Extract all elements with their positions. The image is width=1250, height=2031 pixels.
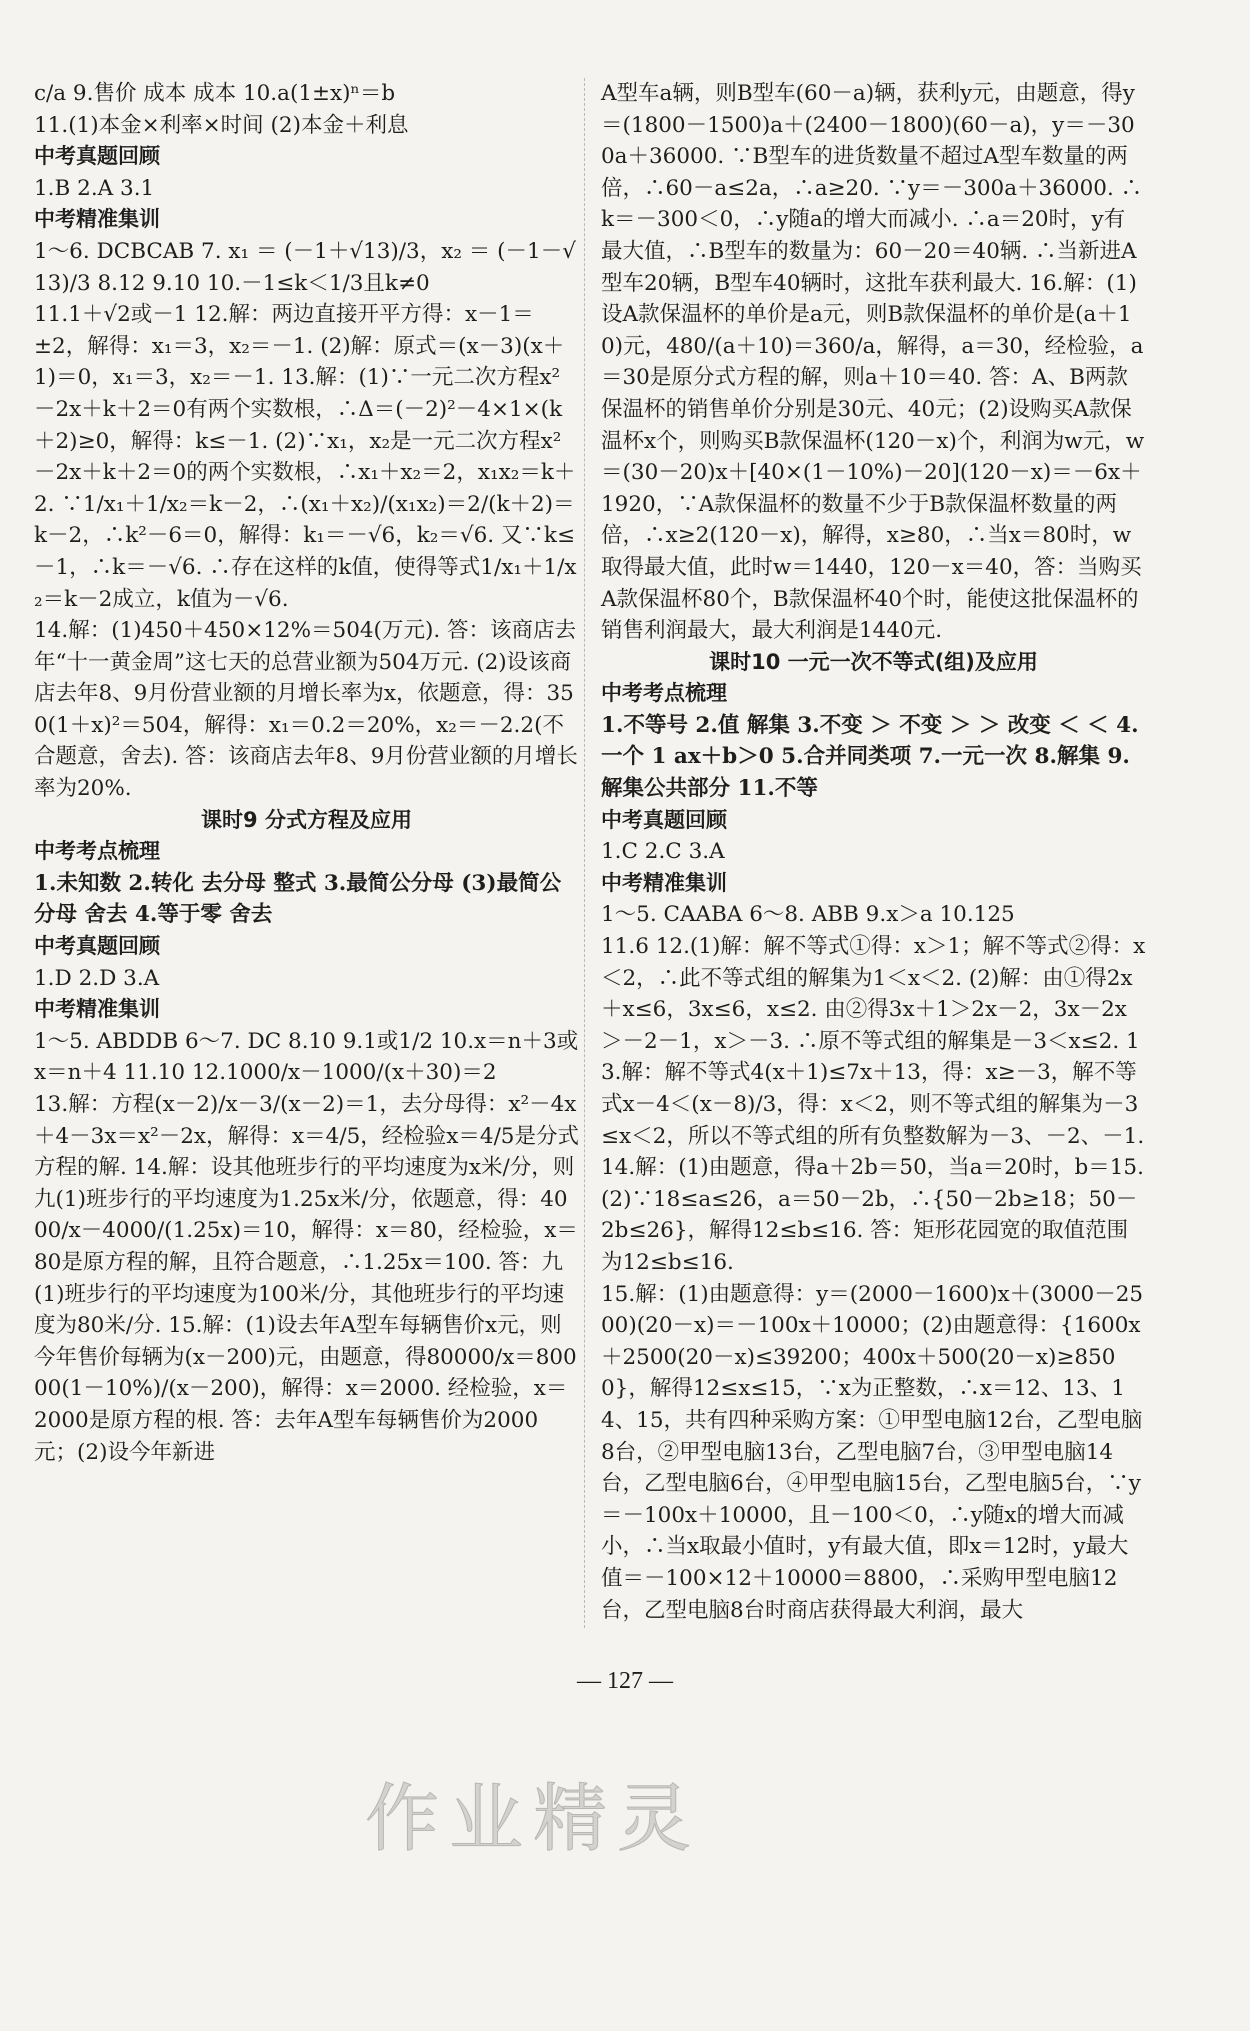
- answer-text: 11.(1)本金×利率×时间 (2)本金＋利息: [34, 112, 409, 138]
- left-column: [34, 78, 579, 1468]
- answer-text: 13.解：方程(x－2)/x－3/(x－2)＝1，去分母得：x²－4x＋4－3x＝x²－2x，解得：x＝4/5，经检验x＝4/5是分式方程的解. 14.解：设其他班步行的平均速度为x米/分，则九(1)班步行的平均速度为1.25x米/分，依题意，得：4000/x－4000/(1.25x)＝10，解得：x＝80，经检验，x＝80是原方程的解，且符合题意，∴1.25x＝100. 答：九(1)班步行的平均速度为100米/分，其他班步行的平均速度为80米/分. 15.解：(1)设去年A型车每辆售价x元，则今年售价每辆为(x－200)元，由题意，得80000/x＝80000(1－10%)/(x－200)，解得：x＝2000. 经检验，x＝2000是原方程的根. 答：去年A型车每辆售价为2000元；(2)设今年新进: [34, 1092, 579, 1465]
- answer-text: A型车a辆，则B型车(60－a)辆，获利y元，由题意，得y＝(1800－1500)a＋(2400－1800)(60－a)，y＝－300a＋36000. ∵B型车的进货数量不超过A型车数量的两倍，∴60－a≤2a，∴a≥20. ∵y＝－300a＋36000. ∴k＝－300＜0，∴y随a的增大而减小. ∴a＝20时，y有最大值，∴B型车的数量为：60－20＝40辆. ∴当新进A型车20辆，B型车40辆时，这批车获利最大. 16.解：(1)设A款保温杯的单价是a元，则B款保温杯的单价是(a＋10)元，480/(a＋10)＝360/a，解得，a＝30，经检验，a＝30是原分式方程的解，则a＋10＝40. 答：A、B两款保温杯的销售单价分别是30元、40元；(2)设购买A款保温杯x个，则购买B款保温杯(120－x)个，利润为w元，w＝(30－20)x＋[40×(1－10%)－20](120－x)＝－6x＋1920，∵A款保温杯的数量不少于B款保温杯数量的两倍，∴x≥2(120－x)，解得，x≥80，∴当x＝80时，w取得最大值，此时w＝1440，120－x＝40，答：当购买A款保温杯80个，B款保温杯40个时，能使这批保温杯的销售利润最大，最大利润是1440元.: [601, 81, 1145, 644]
- page-number: — 127 —: [577, 1668, 673, 1694]
- answer-text: c/a 9.售价 成本 成本 10.a(1±x)ⁿ＝b: [34, 81, 396, 106]
- answer-text: 1～5. CAABA 6～8. ABB 9.x＞a 10.125: [601, 902, 1015, 928]
- answer-text: 14.解：(1)450＋450×12%＝504(万元). 答：该商店去年“十一黄金周”这七天的总营业额为504万元. (2)设该商店去年8、9月份营业额的月增长率为x，依题意，得：350(1＋x)²＝504，解得：x₁＝0.2＝20%，x₂＝－2.2(不合题意，舍去). 答：该商店去年8、9月份营业额的月增长率为20%.: [34, 618, 578, 802]
- right-column: [601, 78, 1146, 1626]
- section-heading: 中考真题回顾: [601, 807, 727, 832]
- answer-text: 1～5. ABDDB 6～7. DC 8.10 9.1或1/2 10.x＝n＋3或x＝n＋4 11.10 12.1000/x－1000/(x＋30)＝2: [34, 1028, 579, 1086]
- answer-text: 15.解：(1)由题意得：y＝(2000－1600)x＋(3000－2500)(20－x)＝－100x＋10000；(2)由题意得：{1600x＋2500(20－x)≤39200；400x＋500(20－x)≥8500}，解得12≤x≤15，∵x为正整数，∴x＝12、13、14、15，共有四种采购方案：①甲型电脑12台，乙型电脑8台，②甲型电脑13台，乙型电脑7台，③甲型电脑14台，乙型电脑6台，④甲型电脑15台，乙型电脑5台，∵y＝－100x＋10000，且－100＜0，∴y随x的增大而减小，∴当x取最小值时，y有最大值，即x＝12时，y最大值＝－100×12＋10000＝8800，∴采购甲型电脑12台，乙型电脑8台时商店获得最大利润，最大: [601, 1281, 1144, 1623]
- answer-text: 1.B 2.A 3.1: [34, 175, 155, 201]
- section-heading: 中考考点梳理: [34, 839, 160, 864]
- lesson-title: 课时10 一元一次不等式(组)及应用: [709, 649, 1038, 674]
- section-heading: 中考精准集训: [34, 997, 160, 1022]
- answer-text: 1.D 2.D 3.A: [34, 965, 160, 991]
- answer-text: 1.未知数 2.转化 去分母 整式 3.最简公分母 (3)最简公分母 舍去 4.等于零 舍去: [34, 870, 562, 928]
- watermark: 作业精灵: [365, 1776, 701, 1862]
- answer-text: 1～6. DCBCAB 7. x₁ ＝ (－1＋√13)/3，x₂ ＝ (－1－√13)/3 8.12 9.10 10.－1≤k＜1/3且k≠0: [34, 238, 576, 296]
- section-heading: 中考精准集训: [601, 870, 727, 895]
- column-divider: [584, 78, 585, 1628]
- section-heading: 中考真题回顾: [34, 934, 160, 959]
- answer-text: 1.C 2.C 3.A: [601, 839, 725, 865]
- section-heading: 中考考点梳理: [601, 681, 727, 706]
- answer-text: 11.6 12.(1)解：解不等式①得：x＞1；解不等式②得：x＜2，∴此不等式组的解集为1＜x＜2. (2)解：由①得2x＋x≤6，3x≤6，x≤2. 由②得3x＋1＞2x－2，3x－2x＞－2－1，x＞－3. ∴原不等式组的解集是－3＜x≤2. 13.解：解不等式4(x＋1)≤7x＋13，得：x≥－3，解不等式x－4＜(x－8)/3，得：x＜2，则不等式组的解集为－3≤x＜2，所以不等式组的所有负整数解为－3、－2、－1. 14.解：(1)由题意，得a＋2b＝50，当a＝20时，b＝15. (2)∵18≤a≤26，a＝50－2b，∴{50－2b≥18；50－2b≤26}，解得12≤b≤16. 答：矩形花园宽的取值范围为12≤b≤16.: [601, 934, 1146, 1275]
- section-heading: 中考真题回顾: [34, 144, 160, 169]
- section-heading: 中考精准集训: [34, 207, 160, 232]
- answer-text: 11.1＋√2或－1 12.解：两边直接开平方得：x－1＝±2，解得：x₁＝3，x₂＝－1. (2)解：原式＝(x－3)(x＋1)＝0，x₁＝3，x₂＝－1. 13.解：(1)∵一元二次方程x²－2x＋k＋2＝0有两个实数根，∴Δ＝(－2)²－4×1×(k＋2)≥0，解得：k≤－1. (2)∵x₁，x₂是一元二次方程x²－2x＋k＋2＝0的两个实数根，∴x₁＋x₂＝2，x₁x₂＝k＋2. ∵1/x₁＋1/x₂＝k－2，∴(x₁＋x₂)/(x₁x₂)＝2/(k＋2)＝k－2，∴k²－6＝0，解得：k₁＝－√6，k₂＝√6. 又∵k≤－1，∴k＝－√6. ∴存在这样的k值，使得等式1/x₁＋1/x₂＝k－2成立，k值为－√6.: [34, 302, 577, 612]
- lesson-title: 课时9 分式方程及应用: [201, 807, 412, 832]
- answer-text: 1.不等号 2.值 解集 3.不变 ＞ 不变 ＞ ＞ 改变 ＜ ＜ 4.一个 1 ax＋b＞0 5.合并同类项 7.一元一次 8.解集 9.解集公共部分 11.不等: [601, 712, 1139, 802]
